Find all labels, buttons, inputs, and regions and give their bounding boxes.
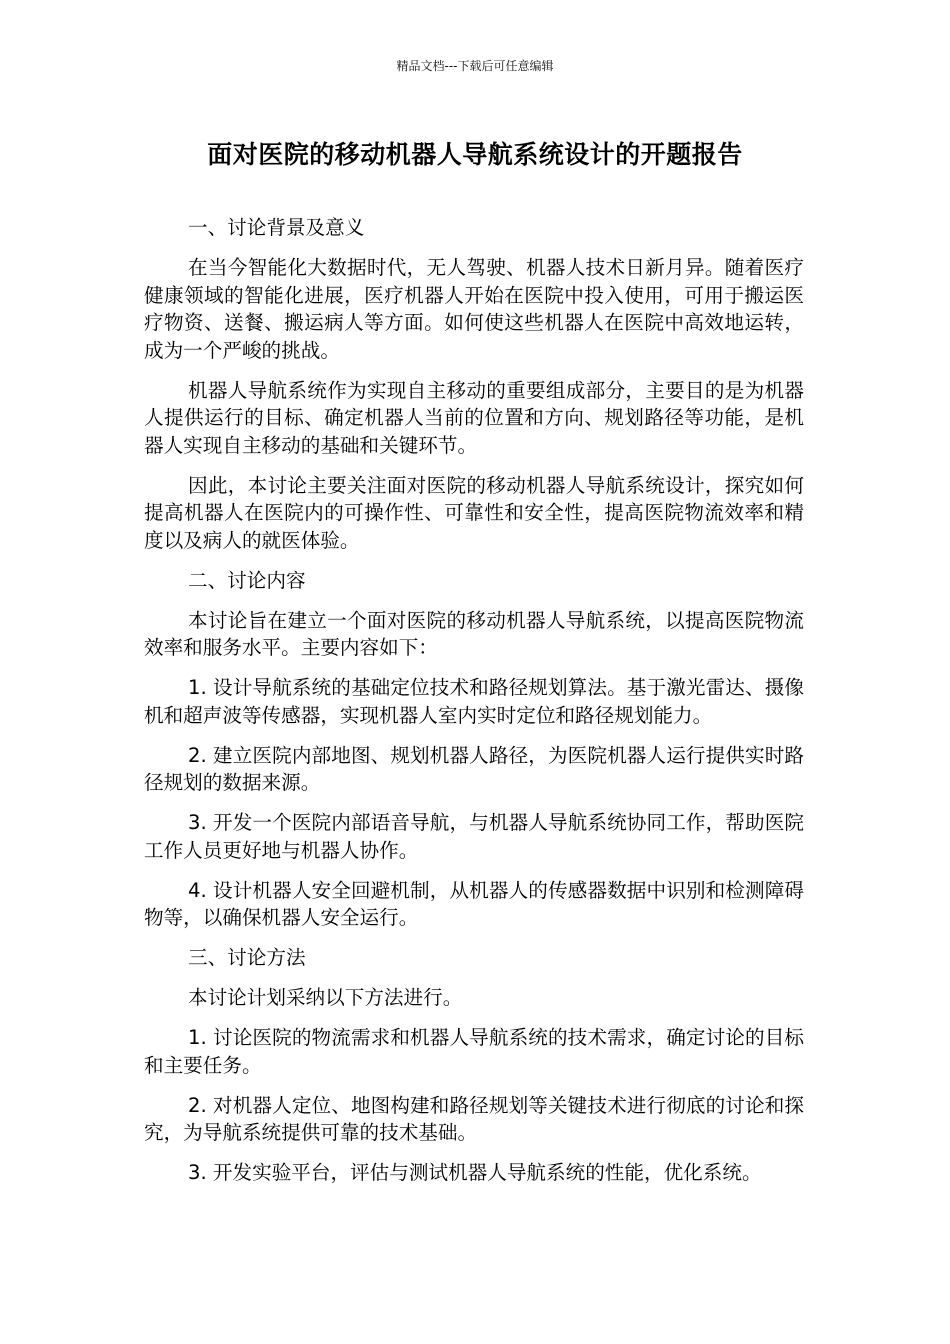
list-item-paragraph: 2. 建立医院内部地图、规划机器人路径，为医院机器人运行提供实时路径规划的数据来源。	[144, 743, 804, 794]
list-item-paragraph: 1. 讨论医院的物流需求和机器人导航系统的技术需求，确定讨论的目标和主要任务。	[144, 1026, 804, 1077]
list-item-paragraph: 1. 设计导航系统的基础定位技术和路径规划算法。基于激光雷达、摄像机和超声波等传感器，实现机器人室内实时定位和路径规划能力。	[144, 676, 804, 727]
list-item-paragraph: 3. 开发一个医院内部语音导航，与机器人导航系统协同工作，帮助医院工作人员更好地与机器人协作。	[144, 811, 804, 862]
paragraph: 本讨论旨在建立一个面对医院的移动机器人导航系统，以提高医院物流效率和服务水平。主要内容如下：	[144, 608, 804, 659]
paragraph: 机器人导航系统作为实现自主移动的重要组成部分，主要目的是为机器人提供运行的目标、确定机器人当前的位置和方向、规划路径等功能，是机器人实现自主移动的基础和关键环节。	[144, 378, 804, 457]
paragraph: 在当今智能化大数据时代，无人驾驶、机器人技术日新月异。随着医疗健康领域的智能化进展，医疗机器人开始在医院中投入使用，可用于搬运医疗物资、送餐、搬运病人等方面。如何使这些机器人在医院中高效地运转，成为一个严峻的挑战。	[144, 256, 804, 362]
page-header: 精品文档---下载后可任意编辑	[396, 59, 554, 73]
list-item-paragraph: 2. 对机器人定位、地图构建和路径规划等关键技术进行彻底的讨论和探究，为导航系统提供可靠的技术基础。	[144, 1093, 804, 1144]
paragraph: 本讨论计划采纳以下方法进行。	[188, 986, 463, 1009]
section-heading-background: 一、讨论背景及意义	[188, 216, 365, 239]
section-heading-content: 二、讨论内容	[188, 568, 306, 592]
list-item-paragraph: 3. 开发实验平台，评估与测试机器人导航系统的性能，优化系统。	[188, 1161, 762, 1184]
paragraph: 因此，本讨论主要关注面对医院的移动机器人导航系统设计，探究如何提高机器人在医院内的可操作性、可靠性和安全性，提高医院物流效率和精度以及病人的就医体验。	[144, 473, 804, 552]
document-body	[144, 214, 804, 1199]
list-item-paragraph: 4. 设计机器人安全回避机制，从机器人的传感器数据中识别和检测障碍物等，以确保机器人安全运行。	[144, 878, 804, 929]
document-title: 面对医院的移动机器人导航系统设计的开题报告	[207, 140, 743, 169]
section-heading-methods: 三、讨论方法	[188, 946, 306, 969]
